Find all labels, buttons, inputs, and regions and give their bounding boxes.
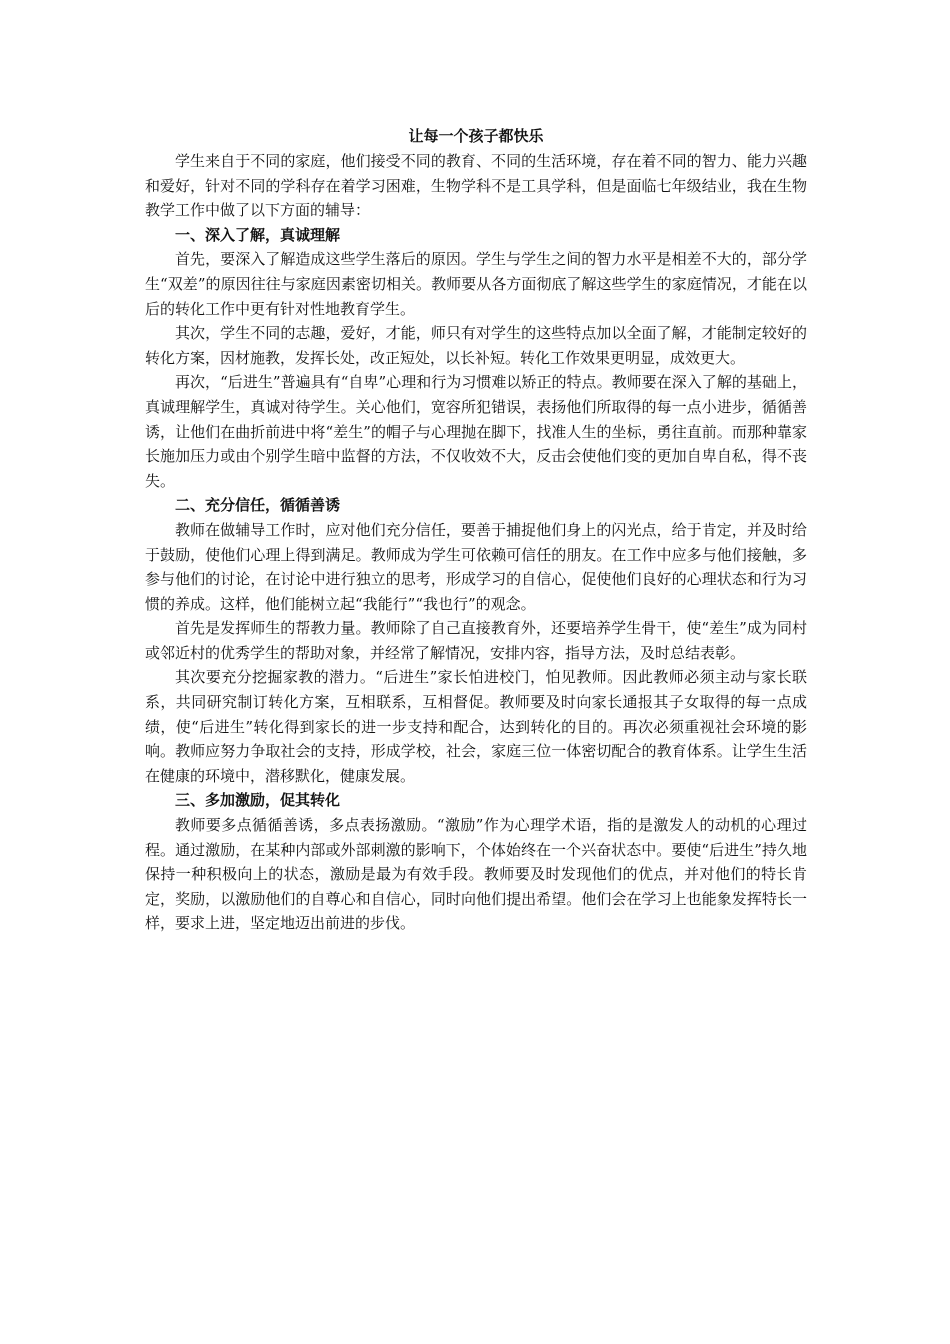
section-paragraph: 教师在做辅导工作时，应对他们充分信任，要善于捕捉他们身上的闪光点，给于肯定，并及时给于鼓励，使他们心理上得到满足。教师成为学生可依赖可信任的朋友。在工作中应多与他们接触，多参与他们的讨论，在讨论中进行独立的思考，形成学习的自信心，促使他们良好的心理状态和行为习惯的养成。这样，他们能树立起“我能行”“我也行”的观念。 (145, 520, 807, 613)
section-heading: 一、深入了解，真诚理解 (175, 225, 341, 244)
section-paragraph: 其次，学生不同的志趣，爱好，才能，师只有对学生的这些特点加以全面了解，才能制定较好的转化方案，因材施教，发挥长处，改正短处，以长补短。转化工作效果更明显，成效更大。 (145, 324, 807, 367)
section-paragraph: 再次，“后进生”普遍具有“自卑”心理和行为习惯难以矫正的特点。教师要在深入了解的基础上，真诚理解学生，真诚对待学生。关心他们，宽容所犯错误，表扬他们所取得的每一点小进步，循循善诱，让他们在曲折前进中将“差生”的帽子与心理抛在脚下，找准人生的坐标，勇往直前。而那种靠家长施加压力或由个别学生暗中监督的方法，不仅收效不大，反击会使他们变的更加自卑自私，得不丧失。 (145, 373, 807, 490)
section-1 (145, 223, 807, 494)
section-heading: 二、充分信任，循循善诱 (175, 496, 341, 515)
section-paragraph: 首先，要深入了解造成这些学生落后的原因。学生与学生之间的智力水平是相差不大的，部分学生“双差”的原因往往与家庭因素密切相关。教师要从各方面彻底了解这些学生的家庭情况，才能在以后的转化工作中更有针对性地教育学生。 (145, 250, 807, 318)
document-title: 让每一个孩子都快乐 (408, 127, 544, 145)
section-paragraph: 教师要多点循循善诱，多点表扬激励。“激励”作为心理学术语，指的是激发人的动机的心理过程。通过激励，在某种内部或外部刺激的影响下，个体始终在一个兴奋状态中。要使“后进生”持久地保持一种积极向上的状态，激励是最为有效手段。教师要及时发现他们的优点，并对他们的特长肯定，奖励，以激励他们的自尊心和自信心，同时向他们提出希望。他们会在学习上也能象发挥特长一样，要求上进，坚定地迈出前进的步伐。 (145, 816, 807, 933)
section-heading: 三、多加激励，促其转化 (175, 791, 341, 810)
document-page (145, 125, 807, 936)
section-3 (145, 788, 807, 936)
intro-paragraph: 学生来自于不同的家庭，他们接受不同的教育、不同的生活环境，存在着不同的智力、能力兴趣和爱好，针对不同的学科存在着学习困难，生物学科不是工具学科，但是面临七年级结业，我在生物教学工作中做了以下方面的辅导： (145, 152, 807, 220)
section-paragraph: 首先是发挥师生的帮教力量。教师除了自己直接教育外，还要培养学生骨干，使“差生”成为同村或邻近村的优秀学生的帮助对象，并经常了解情况，安排内容，指导方法，及时总结表彰。 (145, 619, 807, 662)
section-2 (145, 493, 807, 788)
section-paragraph: 其次要充分挖掘家教的潜力。“后进生”家长怕进校门，怕见教师。因此教师必须主动与家长联系，共同研究制订转化方案，互相联系，互相督促。教师要及时向家长通报其子女取得的每一点成绩，使“后进生”转化得到家长的进一步支持和配合，达到转化的目的。再次必须重视社会环境的影响。教师应努力争取社会的支持，形成学校，社会，家庭三位一体密切配合的教育体系。让学生生活在健康的环境中，潜移默化，健康发展。 (145, 668, 807, 785)
